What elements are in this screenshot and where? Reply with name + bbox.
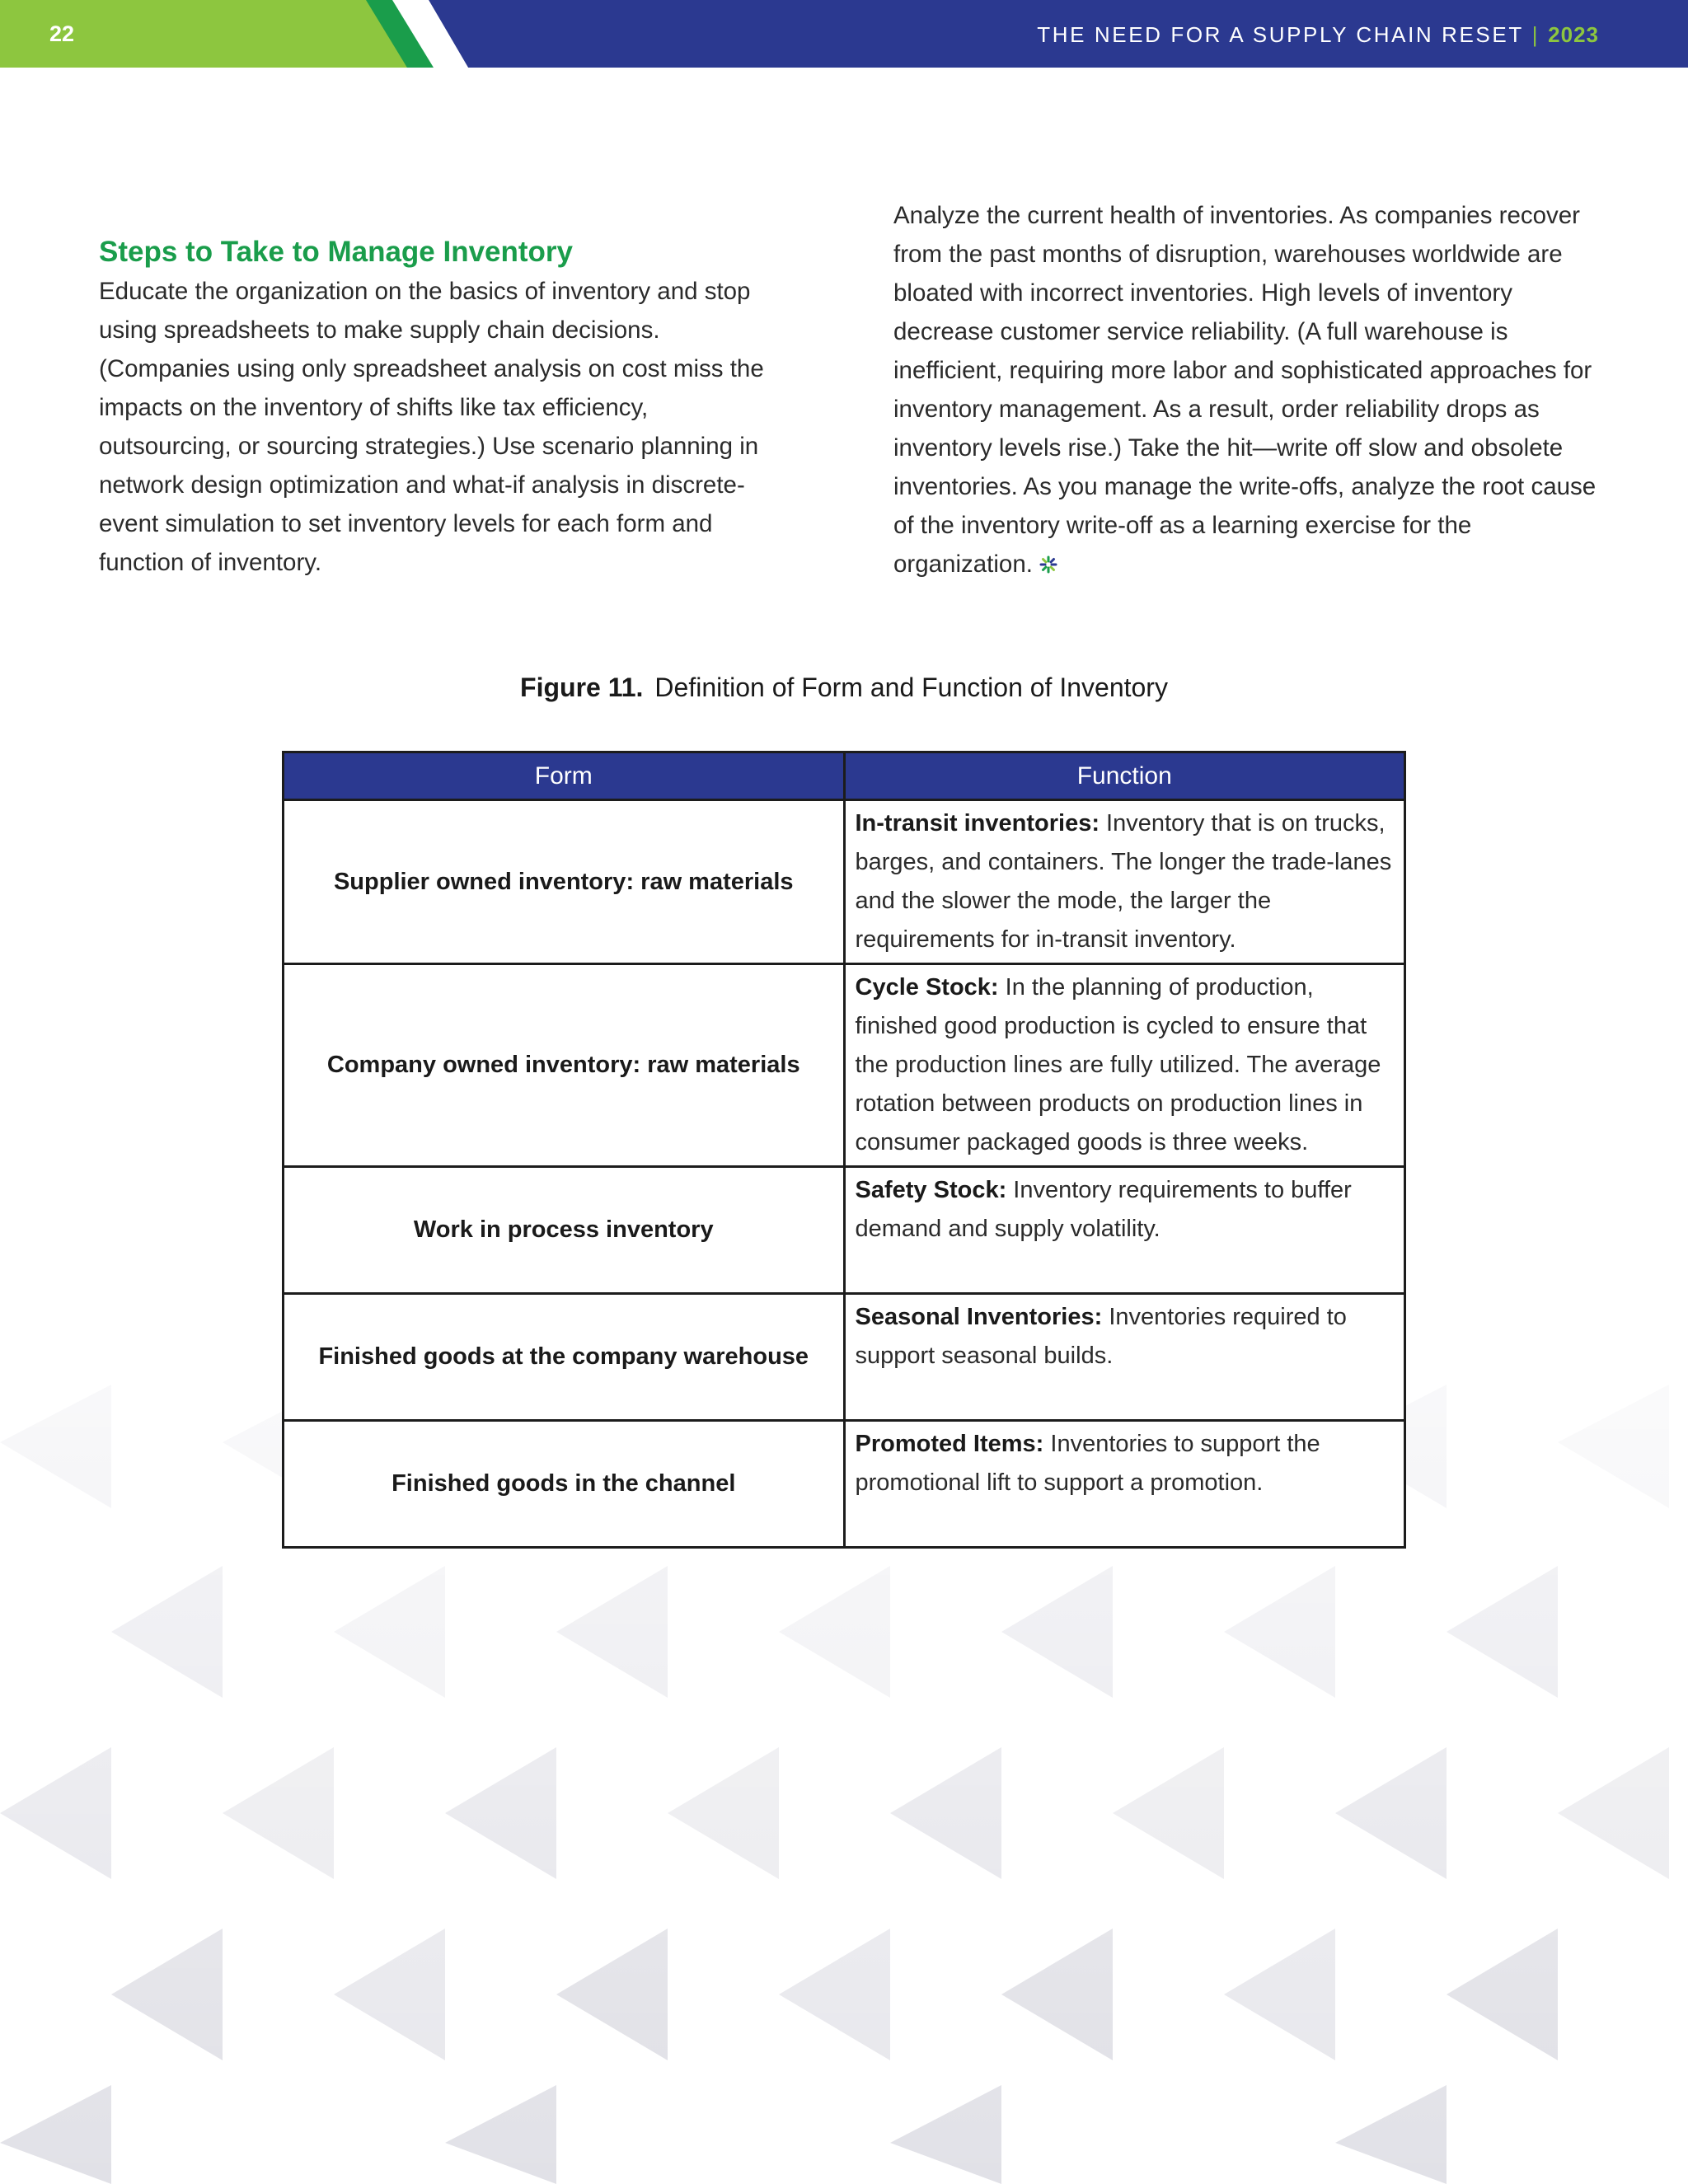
column-header-function: Function: [844, 752, 1405, 800]
function-cell: [844, 1167, 1405, 1294]
right-column: [893, 196, 1602, 585]
form-function-table: [282, 751, 1406, 1549]
title-separator: |: [1531, 22, 1540, 47]
running-title-year: 2023: [1548, 22, 1599, 47]
column-header-form: Form: [284, 752, 845, 800]
table-header-row: [284, 752, 1405, 800]
figure-label: Figure 11.: [520, 673, 644, 702]
form-cell: Work in process inventory: [284, 1167, 845, 1294]
function-cell: [844, 1421, 1405, 1548]
table-row: [284, 1421, 1405, 1548]
function-cell: [844, 964, 1405, 1167]
function-term: Seasonal Inventories:: [855, 1304, 1103, 1330]
table-row: [284, 1167, 1405, 1294]
table-row: [284, 964, 1405, 1167]
function-description: Inventory that is on trucks, barges, and containers. The longer the trade-lanes and the slower the mode, the larger the requirements for in-transit inventory.: [855, 810, 1392, 953]
function-description: Inventories required to support seasonal builds.: [855, 1304, 1347, 1369]
function-term: In-transit inventories:: [855, 810, 1100, 837]
form-cell: Finished goods in the channel: [284, 1421, 845, 1548]
left-column: [99, 232, 775, 582]
figure-caption: [0, 673, 1688, 703]
figure-title: Definition of Form and Function of Inventory: [654, 673, 1168, 702]
function-cell: [844, 1294, 1405, 1421]
form-cell: Supplier owned inventory: raw materials: [284, 800, 845, 964]
function-cell: [844, 800, 1405, 964]
right-paragraph-text: Analyze the current health of inventories. As companies recover from the past months of disruption, warehouses worldwide are bloated with incorrect inventories. High levels of inventory decrease customer service reliability. (A full warehouse is inefficient, requiring more labor and sophisticated approaches for inventory management. As a result, order reliability drops as inventory levels rise.) Take the hit—write off slow and obsolete inventories. As you manage the write-offs, analyze the root cause of the inventory write-off as a learning exercise for the organization.: [893, 202, 1597, 578]
section-heading: Steps to Take to Manage Inventory: [99, 236, 574, 268]
function-term: Safety Stock:: [855, 1177, 1007, 1203]
page-number: 22: [49, 21, 75, 46]
table-row: [284, 1294, 1405, 1421]
running-title: [1037, 22, 1599, 48]
page-header: [0, 0, 1688, 68]
function-description: Inventory requirements to buffer demand and supply volatility.: [855, 1177, 1352, 1242]
function-term: Cycle Stock:: [855, 974, 999, 1001]
right-paragraph: [893, 196, 1602, 585]
end-of-article-icon: [1039, 546, 1057, 585]
function-description: In the planning of production, finished good production is cycled to ensure that the production lines are fully utilized. The average rotation between products on production lines in consumer packaged goods is three weeks.: [855, 974, 1381, 1155]
function-term: Promoted Items:: [855, 1431, 1044, 1457]
table-row: [284, 800, 1405, 964]
left-paragraph: Educate the organization on the basics of inventory and stop using spreadsheets to make supply chain decisions. (Companies using only spreadsheet analysis on cost miss the impacts on the inventory of shifts like tax efficiency, outsourcing, or sourcing strategies.) Use scenario planning in network design optimization and what-if analysis in discrete-event simulation to set inventory levels for each form and function of inventory.: [99, 278, 764, 576]
running-title-text: THE NEED FOR A SUPPLY CHAIN RESET: [1037, 22, 1524, 47]
form-cell: Finished goods at the company warehouse: [284, 1294, 845, 1421]
form-cell: Company owned inventory: raw materials: [284, 964, 845, 1167]
function-description: Inventories to support the promotional lift to support a promotion.: [855, 1431, 1320, 1496]
